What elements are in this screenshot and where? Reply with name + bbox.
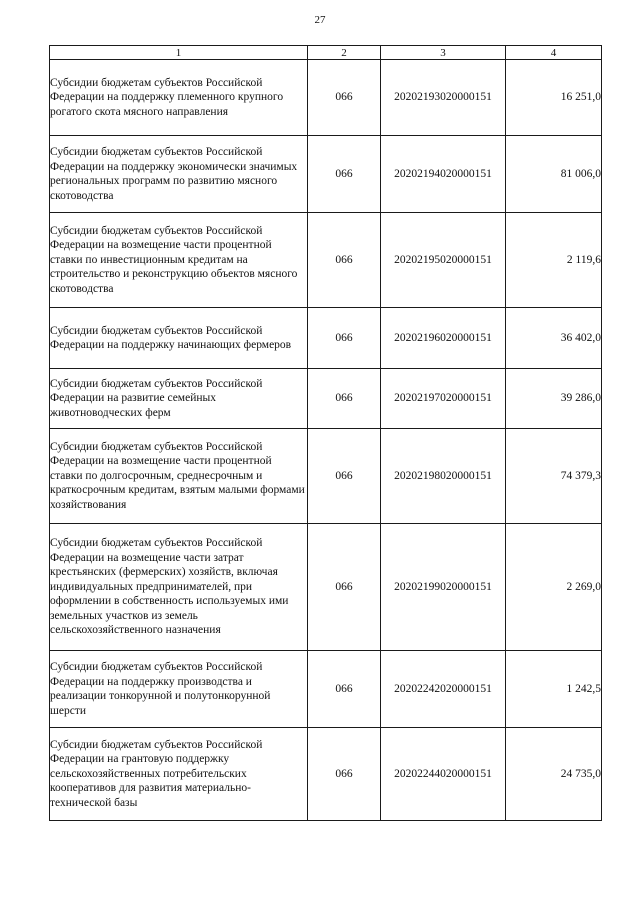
row-budget-code: 20202194020000151 bbox=[381, 136, 506, 213]
row-ministry-code: 066 bbox=[308, 429, 381, 524]
row-ministry-code: 066 bbox=[308, 213, 381, 308]
row-amount: 74 379,3 bbox=[506, 429, 602, 524]
row-description: Субсидии бюджетам субъектов Российской Федерации на поддержку экономически значимых региональных программ по развитию мясного скотоводства bbox=[50, 136, 308, 213]
table-row bbox=[50, 524, 602, 651]
column-header-1: 1 bbox=[50, 46, 308, 60]
row-ministry-code: 066 bbox=[308, 308, 381, 369]
row-description: Субсидии бюджетам субъектов Российской Федерации на грантовую поддержку сельскохозяйственных потребительских кооперативов для развития материально-технической базы bbox=[50, 728, 308, 821]
page-number: 27 bbox=[314, 14, 326, 26]
row-description: Субсидии бюджетам субъектов Российской Федерации на возмещение части процентной ставки по долгосрочным, среднесрочным и краткосрочным кредитам, взятым малыми формами хозяйствования bbox=[50, 429, 308, 524]
table-row bbox=[50, 136, 602, 213]
table-row bbox=[50, 429, 602, 524]
table-header-row bbox=[50, 46, 602, 60]
row-description: Субсидии бюджетам субъектов Российской Федерации на поддержку производства и реализации тонкорунной и полутонкорунной шерсти bbox=[50, 651, 308, 728]
table-row bbox=[50, 369, 602, 429]
row-amount: 36 402,0 bbox=[506, 308, 602, 369]
row-budget-code: 20202199020000151 bbox=[381, 524, 506, 651]
table-row bbox=[50, 308, 602, 369]
row-ministry-code: 066 bbox=[308, 728, 381, 821]
row-budget-code: 20202195020000151 bbox=[381, 213, 506, 308]
row-amount: 39 286,0 bbox=[506, 369, 602, 429]
row-budget-code: 20202197020000151 bbox=[381, 369, 506, 429]
row-description: Субсидии бюджетам субъектов Российской Федерации на возмещение части затрат крестьянских (фермерских) хозяйств, включая индивидуальных предпринимателей, при оформлении в собственность используемых ими земельных участков из земель сельскохозяйственного назначения bbox=[50, 524, 308, 651]
row-ministry-code: 066 bbox=[308, 60, 381, 136]
row-description: Субсидии бюджетам субъектов Российской Федерации на возмещение части процентной ставки по инвестиционным кредитам на строительство и реконструкцию объектов мясного скотоводства bbox=[50, 213, 308, 308]
table-row bbox=[50, 213, 602, 308]
row-amount: 2 119,6 bbox=[506, 213, 602, 308]
row-description: Субсидии бюджетам субъектов Российской Федерации на поддержку начинающих фермеров bbox=[50, 308, 308, 369]
row-budget-code: 20202196020000151 bbox=[381, 308, 506, 369]
row-ministry-code: 066 bbox=[308, 651, 381, 728]
row-description: Субсидии бюджетам субъектов Российской Федерации на поддержку племенного крупного рогатого скота мясного направления bbox=[50, 60, 308, 136]
row-budget-code: 20202244020000151 bbox=[381, 728, 506, 821]
row-amount: 2 269,0 bbox=[506, 524, 602, 651]
column-header-2: 2 bbox=[308, 46, 381, 60]
row-ministry-code: 066 bbox=[308, 369, 381, 429]
column-header-4: 4 bbox=[506, 46, 602, 60]
row-amount: 16 251,0 bbox=[506, 60, 602, 136]
row-ministry-code: 066 bbox=[308, 136, 381, 213]
table-row bbox=[50, 60, 602, 136]
row-description: Субсидии бюджетам субъектов Российской Федерации на развитие семейных животноводческих ферм bbox=[50, 369, 308, 429]
table-row bbox=[50, 651, 602, 728]
table-row bbox=[50, 728, 602, 821]
row-budget-code: 20202242020000151 bbox=[381, 651, 506, 728]
row-budget-code: 20202193020000151 bbox=[381, 60, 506, 136]
row-ministry-code: 066 bbox=[308, 524, 381, 651]
row-amount: 81 006,0 bbox=[506, 136, 602, 213]
row-budget-code: 20202198020000151 bbox=[381, 429, 506, 524]
row-amount: 1 242,5 bbox=[506, 651, 602, 728]
row-amount: 24 735,0 bbox=[506, 728, 602, 821]
column-header-3: 3 bbox=[381, 46, 506, 60]
budget-table bbox=[49, 45, 602, 821]
